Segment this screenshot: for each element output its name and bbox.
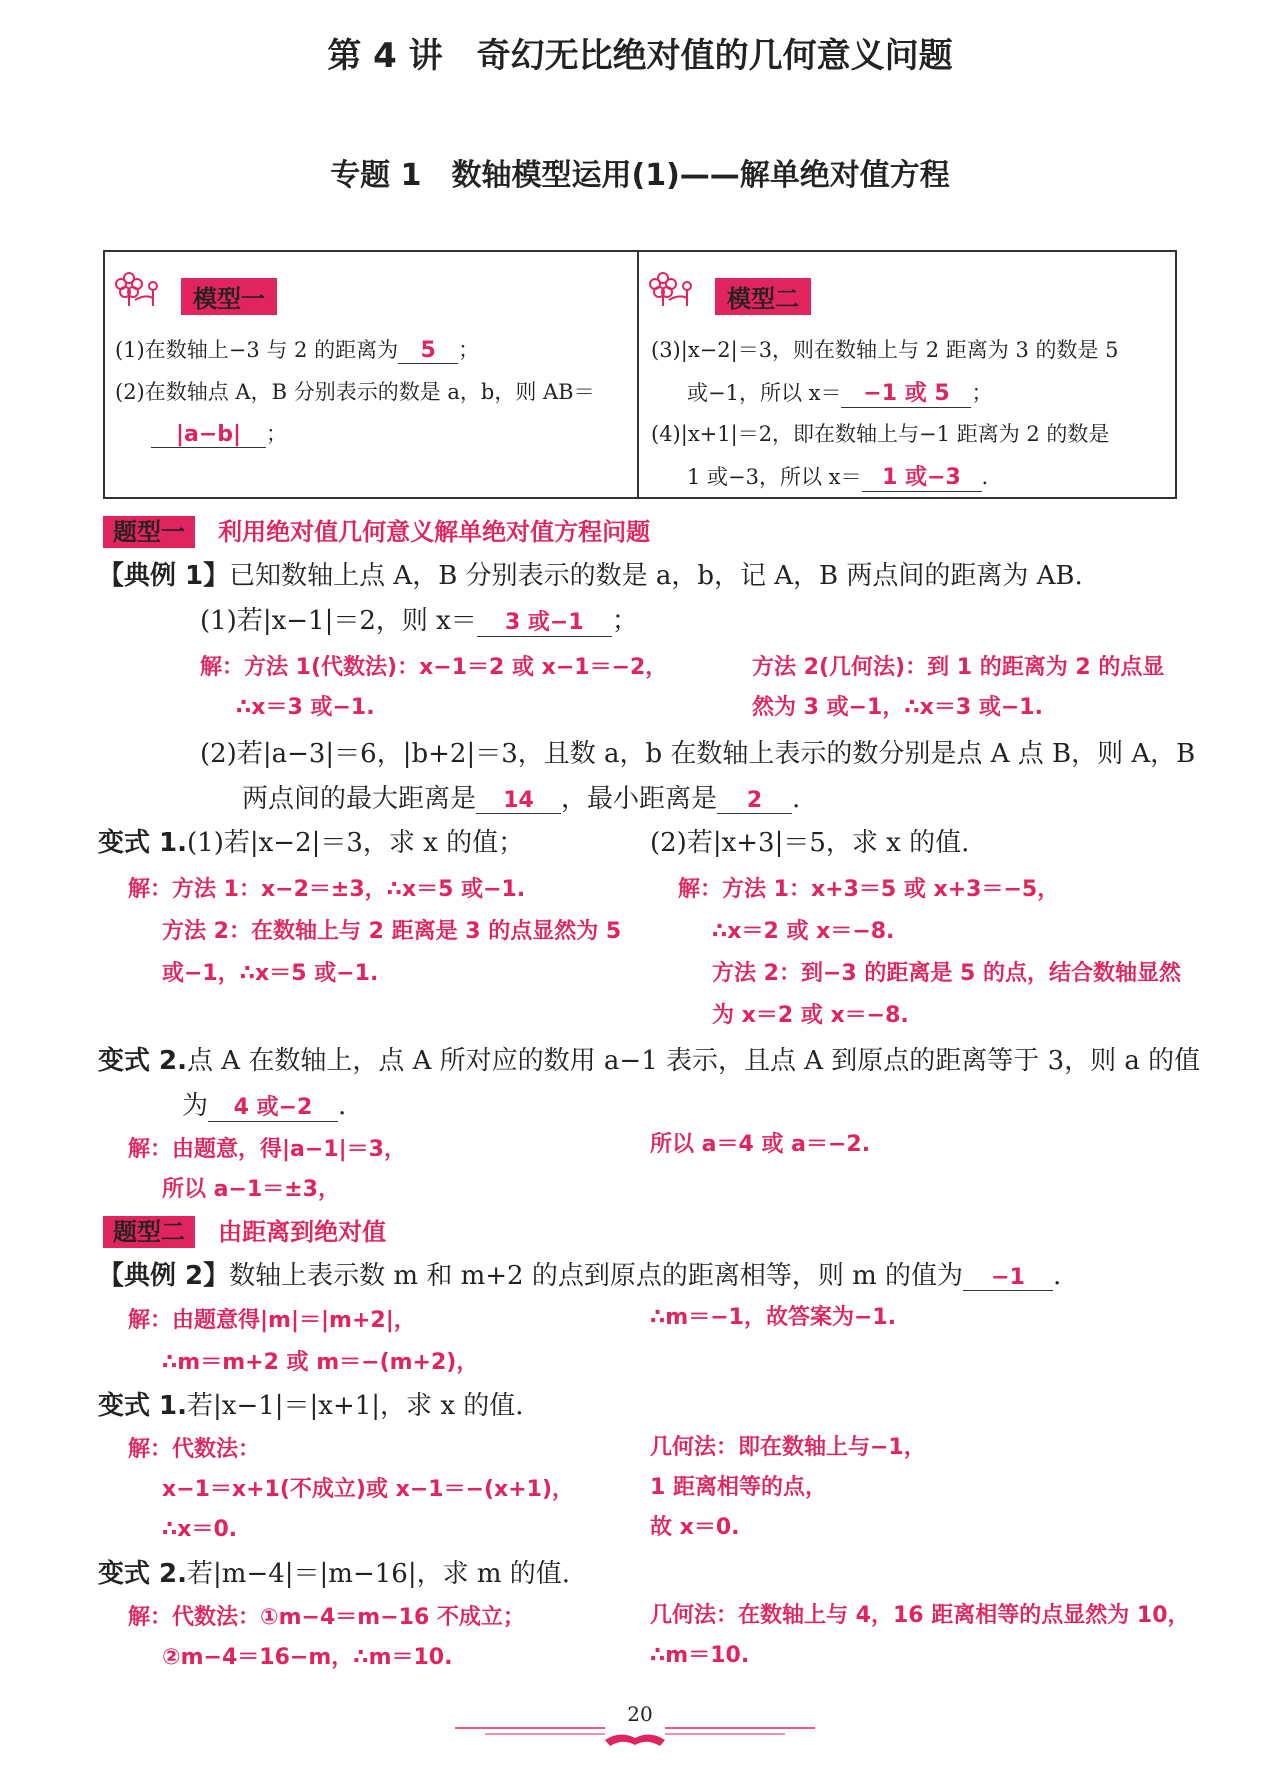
model1-line3: |a−b| ；	[151, 418, 287, 448]
model2-line2: 或−1，所以 x＝ −1 或 5 ；	[687, 376, 992, 408]
model2-tag: 模型二	[715, 278, 811, 315]
s2-variant1-q: 变式 1.若|x−1|＝|x+1|，求 x 的值.	[98, 1391, 524, 1421]
s2-variant2-q: 变式 2.若|m−4|＝|m−16|，求 m 的值.	[98, 1559, 571, 1589]
s2-variant1-sol-left-3: ∴x＝0.	[162, 1517, 238, 1542]
model2-line4: 1 或−3，所以 x＝ 1 或−3 .	[687, 460, 988, 492]
s2-variant1-sol-right-2: 1 距离相等的点，	[650, 1475, 827, 1500]
s1-variant2-sol-left-1: 解：由题意，得|a−1|＝3，	[128, 1137, 406, 1162]
example1-sol-right-1: 方法 2(几何法)：到 1 的距离为 2 的点显	[752, 655, 1165, 680]
example1-q2-line2: 两点间的最大距离是 14 ，最小距离是 2 .	[242, 784, 801, 814]
model2-line3: (4)|x+1|＝2，即在数轴上与−1 距离为 2 的数是	[651, 422, 1110, 446]
s2-variant2-sol-right-1: 几何法：在数轴上与 4，16 距离相等的点显然为 10，	[650, 1603, 1190, 1628]
example1-stem: 【典例 1】已知数轴上点 A，B 分别表示的数是 a，b，记 A，B 两点间的距离为 AB.	[98, 561, 1083, 591]
section2-heading	[103, 1212, 386, 1247]
s2-variant2-sol-left-2: ②m−4＝16−m，∴m＝10.	[162, 1645, 453, 1670]
model1-line2: (2)在数轴点 A，B 分别表示的数是 a，b，则 AB＝	[115, 380, 595, 404]
s1-variant2-sol-left-2: 所以 a−1＝±3，	[162, 1177, 340, 1202]
s1-variant1-sol-right-3: 方法 2：到−3 的距离是 5 的点，结合数轴显然	[712, 961, 1181, 986]
model1-line1: (1)在数轴上−3 与 2 的距离为 5 ；	[115, 338, 480, 363]
section2-tag: 题型二	[103, 1216, 195, 1248]
example2-stem: 【典例 2】数轴上表示数 m 和 m+2 的点到原点的距离相等，则 m 的值为 −1 .	[98, 1261, 1062, 1291]
example2-sol-left-2: ∴m＝m+2 或 m＝−(m+2)，	[162, 1350, 479, 1375]
s2-variant2-sol-left-1: 解：代数法：①m−4＝m−16 不成立；	[128, 1605, 525, 1630]
model1-tag: 模型一	[181, 278, 277, 315]
s2-variant2-sol-right-2: ∴m＝10.	[650, 1643, 750, 1668]
example2-sol-right-1: ∴m＝−1，故答案为−1.	[650, 1305, 897, 1330]
section1-tag: 题型一	[103, 516, 195, 548]
s1-variant1-sol-left-3: 或−1，∴x＝5 或−1.	[162, 961, 379, 986]
s2-variant1-sol-right-1: 几何法：即在数轴上与−1，	[650, 1435, 926, 1460]
s1-variant1-sol-right-2: ∴x＝2 或 x＝−8.	[712, 919, 895, 944]
section2-title: 由距离到绝对值	[218, 1218, 387, 1246]
model2-line1: (3)|x−2|＝3，则在数轴上与 2 距离为 3 的数是 5	[651, 338, 1119, 362]
flower-icon	[115, 266, 169, 312]
s1-variant2-q-line2: 为 4 或−2 .	[182, 1091, 347, 1121]
s1-variant1-sol-right-4: 为 x＝2 或 x＝−8.	[712, 1003, 909, 1028]
example1-sol-left-1: 解：方法 1(代数法)：x−1＝2 或 x−1＝−2，	[200, 655, 668, 680]
model-box	[103, 250, 1177, 499]
page-number: 20	[627, 1702, 653, 1726]
example1-sol-right-2: 然为 3 或−1，∴x＝3 或−1.	[752, 695, 1043, 720]
s2-variant1-sol-left-1: 解：代数法：	[128, 1437, 261, 1462]
s1-variant1-sol-right-1: 解：方法 1：x+3＝5 或 x+3＝−5，	[678, 877, 1060, 902]
s2-variant1-sol-right-3: 故 x＝0.	[650, 1515, 740, 1540]
example1-q2-line1: (2)若|a−3|＝6，|b+2|＝3，且数 a，b 在数轴上表示的数分别是点 A 点 B，则 A，B	[200, 739, 1196, 769]
s1-variant1-q-left: 变式 1.(1)若|x−2|＝3，求 x 的值；	[98, 828, 525, 858]
model-divider	[637, 252, 639, 497]
s1-variant1-sol-left-1: 解：方法 1：x−2＝±3，∴x＝5 或−1.	[128, 877, 526, 902]
s1-variant2-sol-right-1: 所以 a＝4 或 a＝−2.	[650, 1132, 871, 1157]
lecture-title: 第 4 讲 奇幻无比绝对值的几何意义问题	[327, 36, 953, 76]
example1-sol-left-2: ∴x＝3 或−1.	[236, 695, 375, 720]
s2-variant1-sol-left-2: x−1＝x+1(不成立)或 x−1＝−(x+1)，	[162, 1477, 575, 1502]
example1-q1: (1)若|x−1|＝2，则 x＝ 3 或−1 ；	[200, 606, 638, 636]
section1-heading	[103, 512, 650, 547]
s1-variant2-q-line1: 变式 2.点 A 在数轴上，点 A 所对应的数用 a−1 表示，且点 A 到原点的距离等于 3，则 a 的值	[98, 1046, 1201, 1076]
s1-variant1-sol-left-2: 方法 2：在数轴上与 2 距离是 3 的点显然为 5	[162, 919, 622, 944]
topic-title: 专题 1 数轴模型运用(1)——解单绝对值方程	[330, 158, 950, 193]
section1-title: 利用绝对值几何意义解单绝对值方程问题	[218, 518, 651, 546]
s1-variant1-q-right: (2)若|x+3|＝5，求 x 的值.	[650, 828, 970, 858]
example2-sol-left-1: 解：由题意得|m|＝|m+2|，	[128, 1308, 416, 1333]
flower-icon	[649, 266, 703, 312]
